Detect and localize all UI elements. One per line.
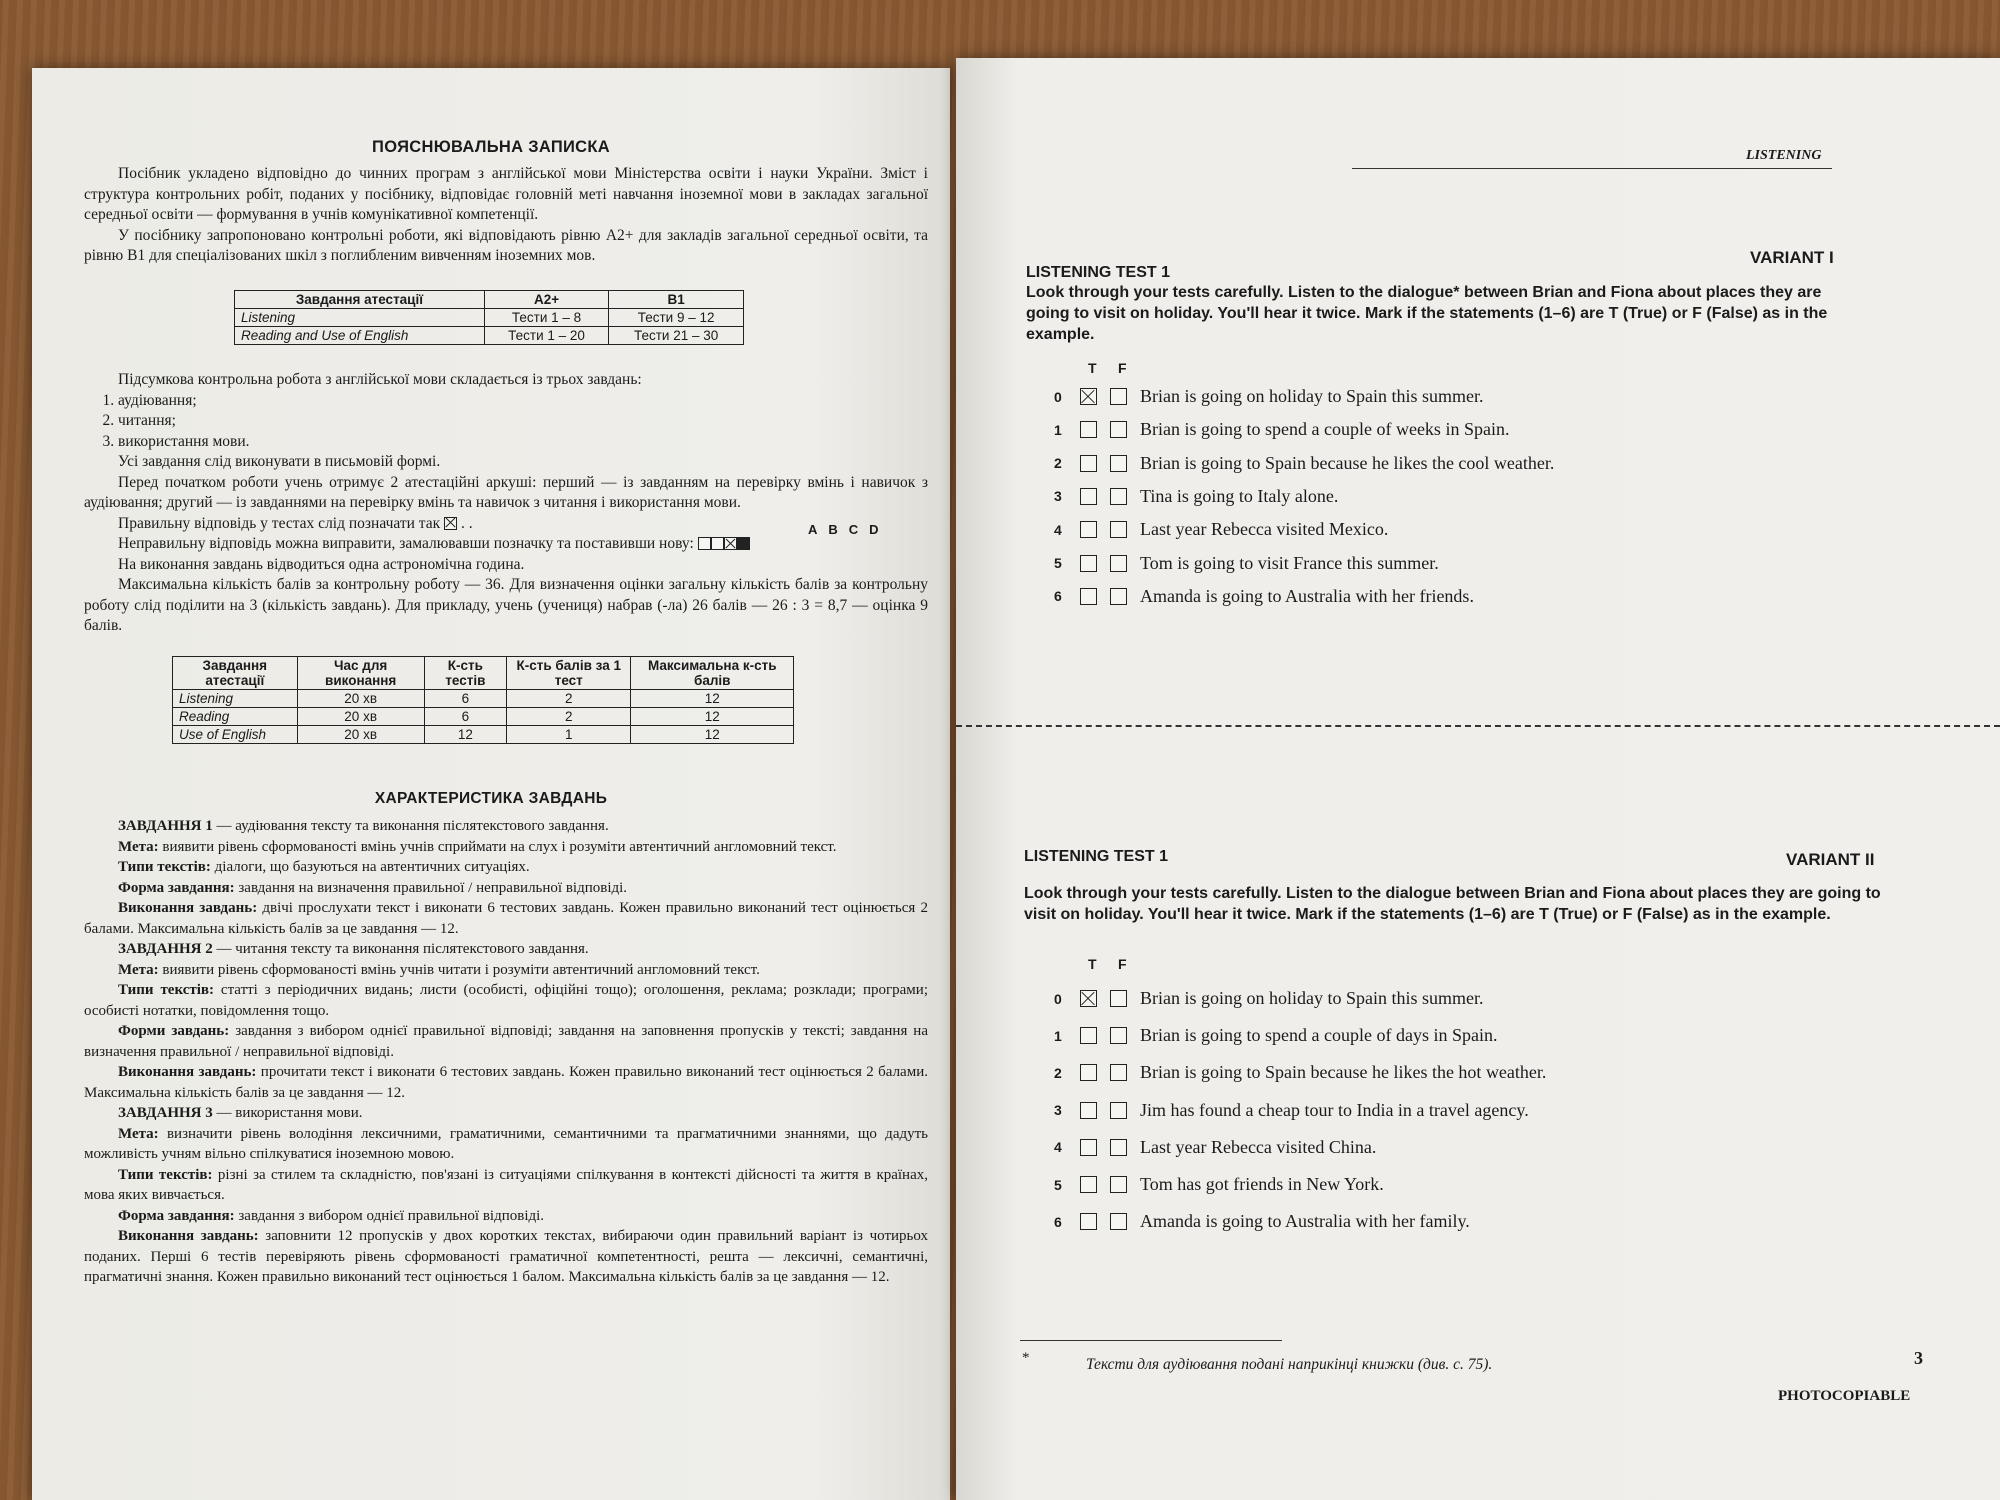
statement-row <box>1054 453 1554 474</box>
text: статті з періодичних видань; листи (особисті, офіційні тощо); оголошення, реклама; розклади; програми; особисті нотатки, повідомлення тощо. <box>84 982 928 1019</box>
variant1-label: VARIANT I <box>1750 248 1834 267</box>
statement-number: 5 <box>1054 555 1062 571</box>
table-cell: 12 <box>631 726 794 744</box>
tasks-section <box>84 816 928 1288</box>
label: Виконання завдань: <box>118 1228 259 1244</box>
statement-number: 3 <box>1054 1102 1062 1119</box>
table-row <box>235 309 744 327</box>
true-checkbox[interactable] <box>1080 1102 1097 1119</box>
statement-number: 2 <box>1054 455 1062 472</box>
intro-paragraph-2: У посібнику запропоновано контрольні роботи, які відповідають рівню A2+ для закладів загальної середньої освіти, та рівню B1 для спеціалізованих шкіл з поглибленим вивченням іноземних мов. <box>84 226 928 264</box>
table-header: К-сть балів за 1 тест <box>507 657 631 690</box>
task2-goal <box>84 960 928 981</box>
task1-form <box>84 878 928 899</box>
left-page <box>32 68 950 1500</box>
true-checkbox[interactable] <box>1080 421 1097 438</box>
task-desc: — аудіювання тексту та виконання післятекстового завдання. <box>212 818 609 834</box>
statement-row <box>1054 1137 1376 1158</box>
table-row <box>173 690 794 708</box>
letter-b: B <box>828 522 849 537</box>
table-cell: Тести 21 – 30 <box>609 327 744 345</box>
statement-text: Last year Rebecca visited Mexico. <box>1140 519 1389 540</box>
statement-row <box>1054 1062 1546 1083</box>
fix-text <box>84 534 928 555</box>
table-row <box>173 708 794 726</box>
variant2-instructions: Look through your tests carefully. Listen to the dialogue between Brian and Fiona about places they are going to visit on holiday. You'll hear it twice. Mark if the statements (1–6) are T (True) or F (False) as in the example. <box>1024 885 1881 923</box>
statement-text: Brian is going to spend a couple of weeks in Spain. <box>1140 419 1510 440</box>
false-checkbox[interactable] <box>1110 1027 1127 1044</box>
filled-box-icon <box>737 537 750 550</box>
statement-row <box>1054 1025 1497 1046</box>
empty-box-icon <box>698 537 711 550</box>
statement-row <box>1054 1211 1470 1232</box>
task1-exec <box>84 898 928 939</box>
mark-text: Правильну відповідь у тестах слід позначати так . . <box>118 514 473 532</box>
task-label: ЗАВДАННЯ 1 <box>118 818 213 834</box>
true-checkbox[interactable] <box>1080 1176 1097 1193</box>
variant1-instructions: Look through your tests carefully. Listen to the dialogue* between Brian and Fiona about places they are going to visit on holiday. You'll hear it twice. Mark if the statements (1–6) are T (True) or F (False) as in the example. <box>1026 284 1828 343</box>
table-row <box>173 726 794 744</box>
table-cell: 12 <box>631 690 794 708</box>
task-desc: — читання тексту та виконання післятекстового завдання. <box>212 941 589 957</box>
false-checkbox[interactable] <box>1110 1064 1127 1081</box>
statement-text: Tom has got friends in New York. <box>1140 1174 1384 1194</box>
table-cell: Тести 1 – 8 <box>484 309 608 327</box>
list-item: 1. аудіювання; <box>118 391 928 412</box>
statement-text: Brian is going on holiday to Spain this summer. <box>1140 386 1484 406</box>
true-checkbox[interactable] <box>1080 455 1097 472</box>
table-cell: Тести 9 – 12 <box>609 309 744 327</box>
statement-text: Last year Rebecca visited China. <box>1140 1136 1377 1157</box>
timing-table <box>172 656 794 744</box>
true-checkbox[interactable] <box>1080 555 1097 572</box>
table-cell: Тести 1 – 20 <box>484 327 608 345</box>
letter-c: C <box>848 522 870 537</box>
statement-number: 6 <box>1054 1213 1062 1230</box>
statement-text: Amanda is going to Australia with her family. <box>1140 1211 1470 1232</box>
true-checkbox[interactable] <box>1080 1213 1097 1230</box>
task1-heading <box>84 816 928 837</box>
task3-heading <box>84 1103 928 1124</box>
table-cell: 2 <box>507 708 631 726</box>
statement-number: 0 <box>1054 990 1062 1007</box>
true-checkbox[interactable] <box>1080 588 1097 605</box>
intro-section <box>84 164 928 267</box>
variant2-label: VARIANT II <box>1786 850 1875 869</box>
label: Мета: <box>118 838 159 855</box>
photocopiable-label: PHOTOCOPIABLE <box>1778 1388 1911 1404</box>
variant2-test-title: LISTENING TEST 1 <box>1024 848 1169 865</box>
table-cell: 2 <box>507 690 631 708</box>
text: завдання на визначення правильної / неправильної відповіді. <box>234 879 628 896</box>
list-item: 2. читання; <box>118 411 928 432</box>
statement-number: 4 <box>1054 521 1062 538</box>
false-checkbox[interactable] <box>1110 388 1127 405</box>
table-cell: 12 <box>631 708 794 726</box>
statement-number: 6 <box>1054 588 1062 605</box>
label: Виконання завдань: <box>118 1064 257 1080</box>
statement-row <box>1054 386 1484 407</box>
statement-row <box>1054 1174 1384 1195</box>
right-page <box>956 58 2000 1500</box>
statement-row <box>1054 486 1338 507</box>
text: діалоги, що базуються на автентичних ситуаціях. <box>210 859 530 875</box>
running-head: LISTENING <box>1746 148 1822 163</box>
task1-goal <box>84 837 928 858</box>
letter-a: A <box>808 522 829 537</box>
variant1-test-title: LISTENING TEST 1 <box>1026 264 1171 281</box>
label: Виконання завдань: <box>118 900 258 916</box>
summary-section <box>84 370 928 637</box>
task2-heading <box>84 939 928 960</box>
statement-text: Tina is going to Italy alone. <box>1140 485 1339 506</box>
text: завдання з вибором однієї правильної відповіді. <box>234 1207 545 1224</box>
table-cell: Listening <box>235 309 485 327</box>
label: Форма завдання: <box>118 879 235 896</box>
written-form-text: Усі завдання слід виконувати в письмовій формі. <box>118 453 441 470</box>
text: виявити рівень сформованості вмінь учнів читати і розуміти автентичний англомовний текст. <box>158 961 760 978</box>
false-checkbox[interactable] <box>1110 521 1127 538</box>
table-row <box>235 327 744 345</box>
statement-number: 0 <box>1054 388 1062 405</box>
table-cell: Reading <box>173 708 298 726</box>
label: Мета: <box>118 961 159 978</box>
col-t-label: T <box>1088 956 1097 972</box>
statement-text: Amanda is going to Australia with her friends. <box>1140 585 1474 606</box>
label: Мета: <box>118 1125 159 1142</box>
fix-instruction: Неправильну відповідь можна виправити, замалювавши позначку та поставивши нову: <box>118 535 694 552</box>
statement-text: Tom is going to visit France this summer. <box>1140 552 1439 573</box>
task2-exec <box>84 1062 928 1103</box>
abcd-letters <box>808 522 890 537</box>
text: двічі прослухати текст і виконати 6 тестових завдань. Кожен правильно виконаний тест оцінюється 2 балами. Максимальна кількість балів за це завдання — 12. <box>84 900 928 937</box>
task3-form <box>84 1206 928 1227</box>
statement-row <box>1054 988 1484 1009</box>
false-checkbox[interactable] <box>1110 421 1127 438</box>
task-desc: — використання мови. <box>212 1105 363 1121</box>
table-cell: Reading and Use of English <box>235 327 485 345</box>
label: Типи текстів: <box>118 982 215 998</box>
table-cell: 20 хв <box>297 708 424 726</box>
task-label: ЗАВДАННЯ 3 <box>118 1105 213 1121</box>
true-checkbox[interactable] <box>1080 1064 1097 1081</box>
task1-types <box>84 857 928 878</box>
statement-text: Brian is going to Spain because he likes the hot weather. <box>1140 1062 1547 1083</box>
statement-text: Brian is going to spend a couple of days in Spain. <box>1140 1025 1498 1046</box>
attestation-table <box>234 290 744 345</box>
statement-row <box>1054 419 1509 440</box>
statement-number: 1 <box>1054 1027 1062 1044</box>
true-checkbox[interactable] <box>1080 1027 1097 1044</box>
page-number: 3 <box>1914 1348 1923 1368</box>
col-t-label: T <box>1088 360 1097 376</box>
text: завдання з вибором однієї правильної відповіді; завдання на заповнення пропусків у тексті; завдання на визначення правильної / неправильної відповіді. <box>84 1023 928 1060</box>
false-checkbox[interactable] <box>1110 455 1127 472</box>
false-checkbox[interactable] <box>1110 488 1127 505</box>
section-title: ХАРАКТЕРИСТИКА ЗАВДАНЬ <box>374 790 608 807</box>
table-header: Завдання атестації <box>235 291 485 309</box>
false-checkbox[interactable] <box>1110 1176 1127 1193</box>
true-checkbox-checked-icon[interactable] <box>1080 388 1097 405</box>
statement-text: Brian is going to Spain because he likes the cool weather. <box>1140 452 1555 473</box>
task3-goal <box>84 1124 928 1165</box>
false-checkbox[interactable] <box>1110 1213 1127 1230</box>
false-checkbox[interactable] <box>1110 1139 1127 1156</box>
false-checkbox[interactable] <box>1110 990 1127 1007</box>
intro-paragraph-1: Посібник укладено відповідно до чинних програм з англійської мови Міністерства освіти і науки України. Зміст і структура контрольних робіт, поданих у посібнику, відповідає головній меті навчання іноземної мови в закладах загальної середньої освіти — формування в учнів комунікативної компетенції. <box>84 165 928 223</box>
statement-row <box>1054 553 1439 574</box>
text: заповнити 12 пропусків у двох коротких текстах, вибираючи один правильний варіант із чотирьох поданих. Перші 6 тестів перевіряють рівень сформованості граматичної компетентності, решта — лексичні, семантичні, прагматичні знання. Кожен правильно виконаний тест оцінюється 1 балом. Максимальна кількість балів за це завдання — 12. <box>84 1228 928 1285</box>
table-header: Завдання атестації <box>173 657 298 690</box>
text: визначити рівень володіння лексичними, граматичними, семантичними та прагматичними знаннями, що дадуть можливість учням вільно спілкуватися іноземною мовою. <box>84 1125 928 1162</box>
label: Форма завдання: <box>118 1207 235 1224</box>
table-header: B1 <box>609 291 744 309</box>
text: прочитати текст і виконати 6 тестових завдань. Кожен правильно виконаний тест оцінюється 2 балами. Максимальна кількість балів за це завдання — 12. <box>84 1064 928 1101</box>
table-cell: 20 хв <box>297 690 424 708</box>
hour-text: На виконання завдань відводиться одна астрономічна година. <box>118 555 525 573</box>
table-cell: Use of English <box>173 726 298 744</box>
statement-number: 5 <box>1054 1176 1062 1193</box>
statement-number: 3 <box>1054 488 1062 505</box>
footnote-rule <box>1020 1340 1282 1341</box>
label: Форми завдань: <box>118 1023 230 1039</box>
header-rule <box>1352 168 1832 169</box>
table-header: A2+ <box>484 291 608 309</box>
true-checkbox[interactable] <box>1080 1139 1097 1156</box>
footnote-text: Тексти для аудіювання подані наприкінці книжки (див. с. 75). <box>1086 1356 1493 1373</box>
sheets-text: Перед початком роботи учень отримує 2 атестаційні аркуші: перший — із завданням на перевірку вмінь і навичок з аудіювання; другий — із завданнями на перевірку вмінь та навичок з читання і використання мови. <box>84 473 928 511</box>
table-header: Максимальна к-сть балів <box>631 657 794 690</box>
table-header: Час для виконання <box>297 657 424 690</box>
true-checkbox[interactable] <box>1080 488 1097 505</box>
max-score-text: Максимальна кількість балів за контрольну роботу — 36. Для визначення оцінки загальну кількість балів за контрольну роботу слід поділити на 3 (кількість завдань). Для прикладу, учень (учениця) набрав (-ла) 26 балів — 26 : 3 = 8,7 — оцінка 9 балів. <box>84 576 928 634</box>
table-header: К-сть тестів <box>424 657 506 690</box>
summary-intro: Підсумкова контрольна робота з англійської мови складається із трьох завдань: <box>118 371 642 388</box>
table-cell: 6 <box>424 708 506 726</box>
task2-types <box>84 980 928 1021</box>
table-cell: 1 <box>507 726 631 744</box>
false-checkbox[interactable] <box>1110 555 1127 572</box>
cut-line <box>956 725 2000 727</box>
task2-form <box>84 1021 928 1062</box>
list-item: 3. використання мови. <box>118 432 928 453</box>
task3-exec <box>84 1226 928 1288</box>
table-cell: Listening <box>173 690 298 708</box>
task3-types <box>84 1165 928 1206</box>
page-title: ПОЯСНЮВАЛЬНА ЗАПИСКА <box>372 138 610 156</box>
checked-box-icon <box>724 537 737 550</box>
statement-row <box>1054 519 1388 540</box>
table-cell: 6 <box>424 690 506 708</box>
text: різні за стилем та складністю, пов'язані із ситуаціями спілкування в контексті дійсності та життя в країнах, мова яких вивчається. <box>84 1166 928 1203</box>
summary-list <box>96 391 928 453</box>
letter-d: D <box>869 522 890 537</box>
false-checkbox[interactable] <box>1110 1102 1127 1119</box>
statement-text: Brian is going on holiday to Spain this summer. <box>1140 988 1484 1008</box>
empty-box-icon <box>711 537 724 550</box>
statement-text: Jim has found a cheap tour to India in a travel agency. <box>1140 1099 1529 1120</box>
statement-number: 2 <box>1054 1064 1062 1081</box>
col-f-label: F <box>1118 956 1127 972</box>
statement-row <box>1054 586 1474 607</box>
statement-row <box>1054 1100 1529 1121</box>
label: Типи текстів: <box>118 859 211 875</box>
text: виявити рівень сформованості вмінь учнів сприймати на слух і розуміти автентичний англомовний текст. <box>158 838 837 855</box>
true-checkbox-checked-icon[interactable] <box>1080 990 1097 1007</box>
label: Типи текстів: <box>118 1166 213 1183</box>
mark-instruction: Правильну відповідь у тестах слід позначати так <box>118 514 441 532</box>
table-cell: 20 хв <box>297 726 424 744</box>
col-f-label: F <box>1118 360 1127 376</box>
checked-box-icon <box>444 517 457 530</box>
statement-number: 1 <box>1054 421 1062 438</box>
statement-number: 4 <box>1054 1139 1062 1156</box>
false-checkbox[interactable] <box>1110 588 1127 605</box>
footnote-mark: * <box>1022 1350 1030 1366</box>
task-label: ЗАВДАННЯ 2 <box>118 941 213 957</box>
table-cell: 12 <box>424 726 506 744</box>
true-checkbox[interactable] <box>1080 521 1097 538</box>
